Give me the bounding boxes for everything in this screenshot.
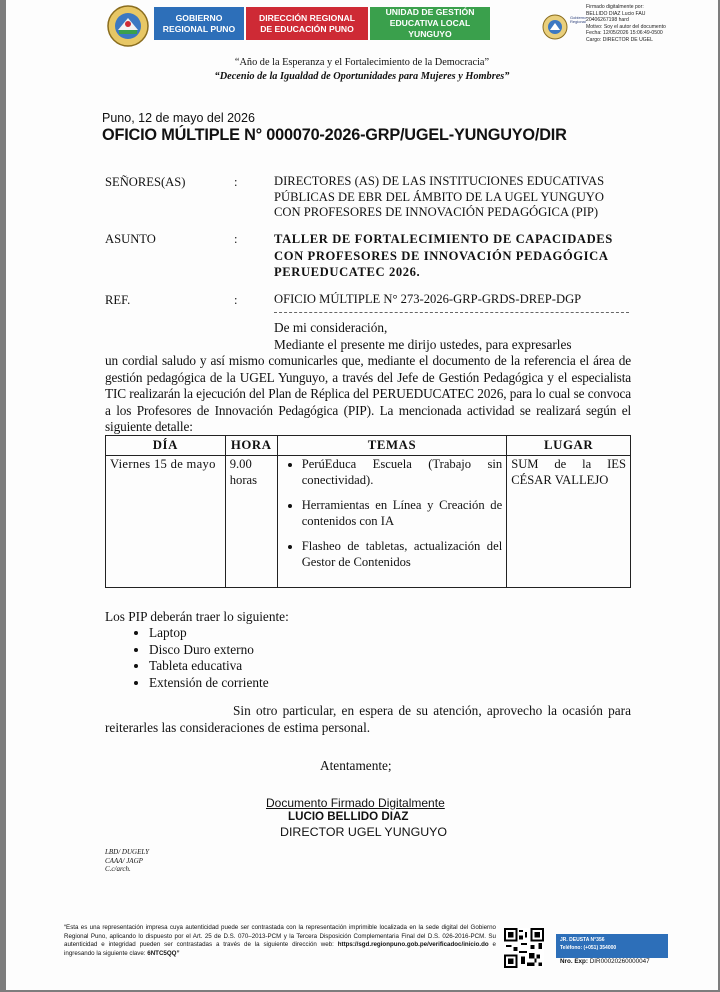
schedule-table (105, 435, 631, 588)
label-senores: SEÑORES(AS) (105, 175, 186, 189)
list-item: • Extensión de corriente (149, 675, 269, 692)
topic-item: • PerúEduca Escuela (Trabajo sin conectividad). (302, 457, 503, 488)
reference-text: OFICIO MÚLTIPLE N° 273-2026-GRP-GRDS-DREP-DGP (274, 292, 582, 306)
signer-name: LUCIO BELLIDO DIAZ (288, 810, 409, 823)
list-item: • Laptop (149, 625, 269, 642)
day-cell: Viernes 15 de mayo (106, 456, 226, 588)
table-header-cell: HORA (225, 436, 277, 456)
signature-seal-icon (542, 14, 568, 40)
footer-address: JR. DEUSTA N°356 (560, 937, 605, 943)
colon: : (234, 232, 238, 246)
table-header-cell: TEMAS (277, 436, 507, 456)
table-header-row (106, 436, 631, 456)
header-box-ugel: UNIDAD DE GESTIÓN EDUCATIVA LOCAL YUNGUYO (370, 7, 490, 40)
label-asunto: ASUNTO (105, 232, 156, 246)
topic-item: • Herramientas en Línea y Creación de contenidos con IA (302, 498, 503, 529)
decade-slogan: “Decenio de la Igualdad de Oportunidades para Mujeres y Hombres” (214, 71, 510, 82)
label-ref: REF. (105, 293, 131, 307)
regional-seal-icon (106, 4, 150, 48)
colon: : (234, 175, 238, 189)
digital-signature-note: Documento Firmado Digitalmente (266, 796, 445, 810)
initials-block: LBD/ DUGELY CAAA/ JAGP C.c/arch. (105, 848, 150, 874)
closing-paragraph: Sin otro particular, en espera de su atención, aprovecho la ocasión para reiterarles las consideraciones de estima personal. (105, 703, 631, 735)
footer-address-block (556, 934, 668, 968)
requirements-list (105, 625, 269, 691)
body-paragraph: un cordial saludo y así mismo comunicarles que, mediante el documento de la referencia el área de gestión pedagógica de la UGEL Yunguyo, a través del Jefe de Gestión Pedagógica y el especialista TIC realizarán la ejecución del Plan de Réplica del PERUEDUCATEC 2026, para lo cual se convoca a los Profesores de Innovación Pedagógica (PIP). La mencionada actividad se realizará según el siguiente detalle: (105, 353, 631, 435)
digital-signature-info: Firmado digitalmente por: BELLIDO DIAZ Lucio FAU 20406267198 hard Motivo: Soy el autor del documento Fecha: 12/05/2026 15:06:49-0500 Cargo: DIRECTOR DE UGEL (586, 4, 666, 43)
subject-text: TALLER DE FORTALECIMIENTO DE CAPACIDADES CON PROFESORES DE INNOVACIÓN PEDAGÓGICA PERUEDUCATEC 2026. (274, 232, 613, 279)
farewell: Atentamente; (320, 758, 392, 773)
body-first-line: Mediante el presente me dirijo ustedes, para expresarles (274, 337, 572, 352)
expedient-number: Nro. Exp: DIR00020260000047 (560, 958, 650, 965)
signer-role: DIRECTOR UGEL YUNGUYO (280, 825, 448, 839)
place-cell: SUM de la IES CÉSAR VALLEJO (507, 456, 631, 588)
topic-item: • Flasheo de tabletas, actualización del Gestor de Contenidos (302, 539, 503, 570)
list-item: • Tableta educativa (149, 658, 269, 675)
list-item: • Disco Duro externo (149, 642, 269, 659)
topics-cell (277, 456, 507, 588)
year-slogan: “Año de la Esperanza y el Fortalecimiento de la Democracia” (234, 57, 490, 68)
document-page (6, 0, 718, 990)
dashed-divider (274, 312, 629, 313)
document-number: OFICIO MÚLTIPLE N° 000070-2026-GRP/UGEL-YUNGUYO/DIR (102, 126, 567, 144)
addressee-text: DIRECTORES (AS) DE LAS INSTITUCIONES EDUCATIVAS PÚBLICAS DE EBR DEL ÁMBITO DE LA UGEL YUNGUYO CON PROFESORES DE INNOVACIÓN PEDAGÓGICA (PIP) (274, 174, 605, 219)
table-header-cell: DÍA (106, 436, 226, 456)
footer-phone: Teléfono: (+051) 354000 (560, 945, 617, 951)
verification-link[interactable]: https://sgd.regionpuno.gob.pe/verificadoc/inicio.do (337, 941, 489, 949)
footer-disclaimer: “Esta es una representación impresa cuya autenticidad puede ser contrastada con la representación imprimible localizada en la sede digital del Gobierno Regional Puno, aplicando lo dispuesto por el Art. 25 de D.S. 070–2013-PCM y la Tercera Disposición Complementaria Final del D.S. 026-2016-PCM. Su autenticidad e integridad pueden ser contrastadas a través de la siguiente dirección web: https://sgd.regionpuno.gob.pe/verificadoc/inicio.do e ingresando la siguiente clave: 6NTC5QQ” (64, 924, 496, 957)
qr-code-icon (504, 928, 544, 968)
greeting: De mi consideración, (274, 320, 388, 335)
table-row (106, 456, 631, 588)
hour-cell: 9.00 horas (225, 456, 277, 588)
header-box-gobierno: GOBIERNO REGIONAL PUNO (154, 7, 244, 40)
header-box-direccion: DIRECCIÓN REGIONAL DE EDUCACIÓN PUNO (246, 7, 368, 40)
signature-logo-text: Gobierno Regional (570, 15, 587, 25)
colon: : (234, 293, 238, 307)
table-header-cell: LUGAR (507, 436, 631, 456)
document-date: Puno, 12 de mayo del 2026 (102, 111, 255, 125)
requirements-intro: Los PIP deberán traer lo siguiente: (105, 609, 289, 624)
